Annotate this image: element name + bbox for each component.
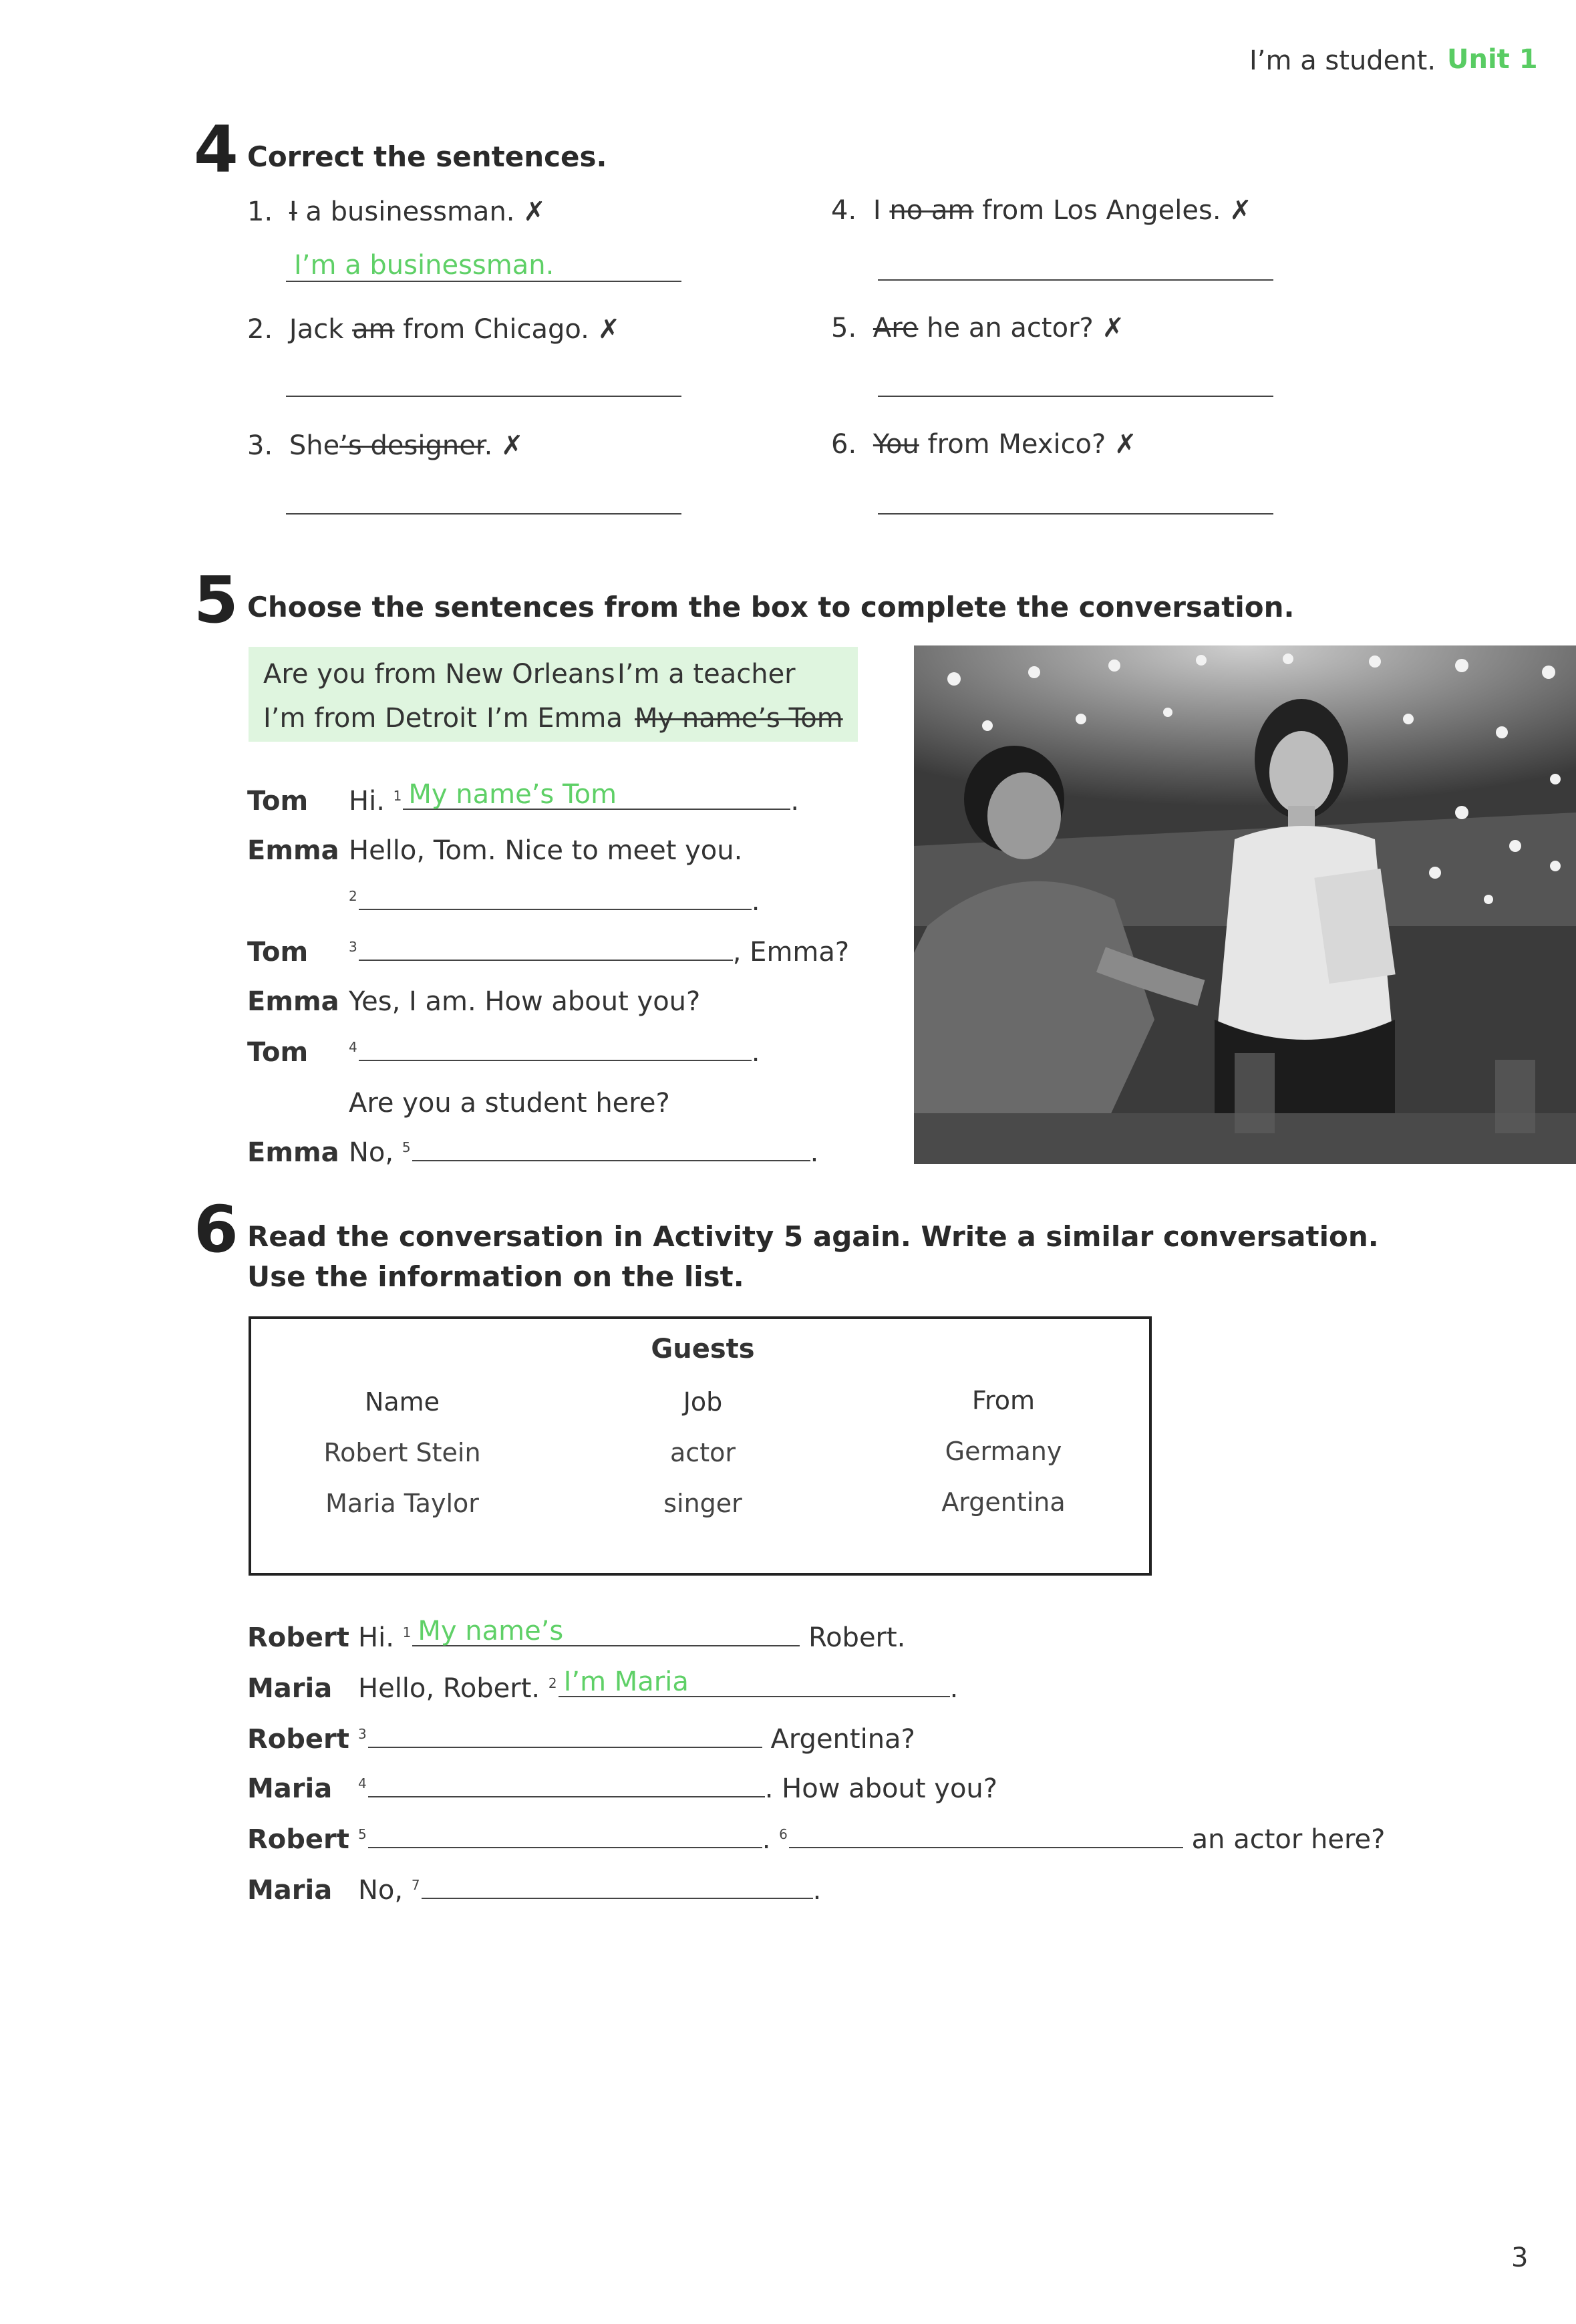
- ex5-line-7: Are you a student here?: [349, 1088, 670, 1119]
- word-box-item-used: My name’s Tom: [635, 703, 843, 734]
- exercise-6-instruction-1: Read the conversation in Activity 5 again. Write a similar conversation.: [247, 1220, 1379, 1253]
- ex6-line-5: $^5$ . $^6$ an actor here?: [358, 1824, 1386, 1855]
- ex4-item-5: 5. Are he an actor? ✗: [831, 313, 1124, 343]
- ex4-item-4: 4. I no am from Los Angeles. ✗: [831, 195, 1252, 226]
- ex6-line-3: $^3$ Argentina?: [358, 1724, 915, 1755]
- ex4-item-1-answer[interactable]: I’m a businessman.: [294, 250, 555, 281]
- ex6-blank-3[interactable]: [368, 1724, 762, 1748]
- guests-cell: singer: [663, 1489, 742, 1518]
- word-box-item: Are you from New Orleans: [263, 659, 615, 690]
- guests-cell: Robert Stein: [323, 1438, 481, 1467]
- ex5-speaker: Tom: [247, 1037, 309, 1068]
- ex6-blank-2[interactable]: I’m Maria: [559, 1673, 950, 1697]
- ex6-speaker: Maria: [247, 1773, 333, 1804]
- guests-cell: Maria Taylor: [325, 1489, 479, 1518]
- ex4-item-3: 3. She’s designer. ✗: [247, 430, 524, 461]
- ex5-blank-1[interactable]: My name’s Tom: [403, 786, 790, 810]
- exercise-4-number: 4: [194, 112, 239, 187]
- page-number: 3: [1511, 2242, 1529, 2273]
- ex6-line-6: No, $^7$ .: [358, 1875, 822, 1906]
- ex6-line-4: $^4$ . How about you?: [358, 1773, 997, 1804]
- ex4-item-2: 2. Jack am from Chicago. ✗: [247, 314, 621, 345]
- guests-cell: actor: [670, 1438, 736, 1467]
- ex6-blank-7[interactable]: [422, 1875, 813, 1899]
- ex5-line-8: No, $^5$ .: [349, 1137, 819, 1168]
- ex5-speaker: Emma: [247, 986, 339, 1017]
- header-title: I’m a student.: [1249, 45, 1436, 76]
- ex5-blank-5[interactable]: [412, 1137, 810, 1161]
- word-box: [249, 647, 858, 742]
- exercise-5-number: 5: [194, 563, 239, 637]
- ex5-line-3: $^2$ .: [349, 886, 760, 917]
- ex6-speaker: Robert: [247, 1724, 349, 1755]
- ex6-speaker: Maria: [247, 1875, 333, 1906]
- ex6-blank-1[interactable]: My name’s: [412, 1622, 800, 1646]
- ex6-blank-6[interactable]: [789, 1824, 1183, 1848]
- exercise-4-instruction: Correct the sentences.: [247, 140, 607, 173]
- ex5-line-5: Yes, I am. How about you?: [349, 986, 701, 1017]
- guests-header-from: From: [971, 1386, 1036, 1415]
- guests-cell: Germany: [945, 1437, 1062, 1466]
- ex5-line-4: $^3$ , Emma?: [349, 937, 850, 968]
- ex6-speaker: Robert: [247, 1824, 349, 1855]
- ex6-speaker: Robert: [247, 1622, 349, 1653]
- photo-students-meeting: [914, 645, 1576, 1164]
- ex4-item-6-line[interactable]: [878, 513, 1273, 515]
- ex5-blank-3[interactable]: [359, 937, 733, 961]
- word-box-item: I’m a teacher: [617, 659, 796, 690]
- word-box-item: I’m from Detroit: [263, 703, 477, 734]
- ex5-speaker: Emma: [247, 1137, 339, 1168]
- ex6-speaker: Maria: [247, 1673, 333, 1704]
- guests-header-job: Job: [683, 1387, 723, 1417]
- ex4-item-1: 1. I a businessman. ✗: [247, 196, 546, 227]
- ex6-line-1: Hi. $^1$ My name’s Robert.: [358, 1616, 906, 1653]
- guests-header-name: Name: [364, 1387, 440, 1417]
- ex5-line-2: Hello, Tom. Nice to meet you.: [349, 835, 743, 866]
- ex6-blank-5[interactable]: [368, 1824, 762, 1848]
- ex5-line-1: Hi. $^1$ My name’s Tom .: [349, 779, 800, 817]
- exercise-6-number: 6: [194, 1192, 239, 1267]
- ex5-speaker: Tom: [247, 786, 309, 817]
- ex4-item-4-line[interactable]: [878, 279, 1273, 281]
- ex5-speaker: Emma: [247, 835, 339, 866]
- photo-illustration: [914, 645, 1576, 1164]
- ex4-item-1-line: [286, 281, 681, 282]
- ex4-item-5-line[interactable]: [878, 396, 1273, 397]
- ex4-item-2-line[interactable]: [286, 396, 681, 397]
- ex6-line-2: Hello, Robert. $^2$ I’m Maria .: [358, 1666, 959, 1704]
- ex6-blank-4[interactable]: [368, 1773, 765, 1797]
- ex4-item-3-line[interactable]: [286, 513, 681, 515]
- exercise-5-instruction: Choose the sentences from the box to complete the conversation.: [247, 591, 1295, 623]
- ex5-line-6: $^4$ .: [349, 1037, 760, 1068]
- guests-table: [249, 1316, 1152, 1576]
- ex4-item-6: 6. You from Mexico? ✗: [831, 429, 1137, 460]
- exercise-6-instruction-2: Use the information on the list.: [247, 1260, 744, 1293]
- header-unit: Unit 1: [1447, 44, 1538, 75]
- ex5-blank-2[interactable]: [359, 886, 752, 910]
- ex5-blank-4[interactable]: [359, 1037, 752, 1061]
- guests-cell: Argentina: [941, 1487, 1066, 1517]
- guests-title: Guests: [651, 1334, 755, 1364]
- ex5-speaker: Tom: [247, 937, 309, 968]
- word-box-item: I’m Emma: [486, 703, 623, 734]
